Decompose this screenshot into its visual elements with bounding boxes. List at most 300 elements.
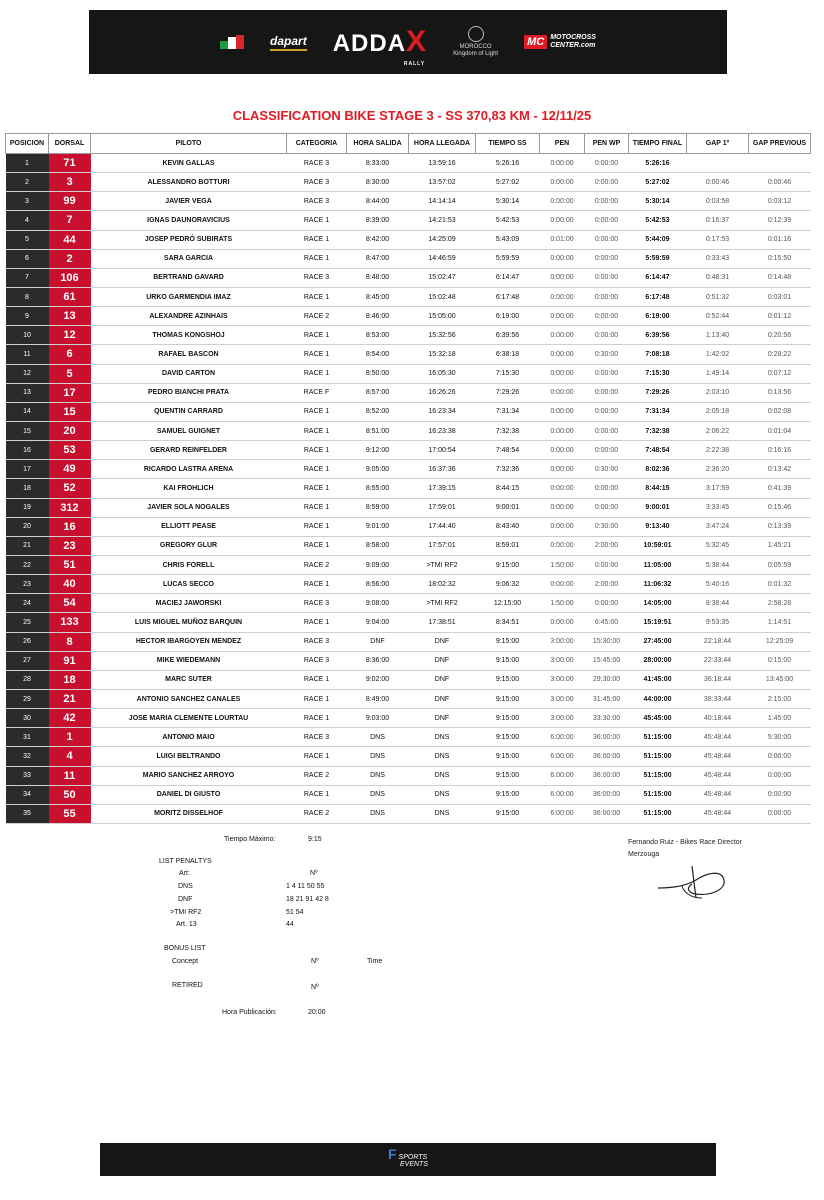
cell-dorsal: 17 [49,383,91,402]
cell-pen-wp: 36:00:00 [585,747,629,766]
cell-tiempo-final: 6:19:00 [629,307,687,326]
cell-gap-previous: 0:00:00 [749,804,811,823]
table-row [6,728,811,747]
cell-tiempo-final: 51:15:00 [629,766,687,785]
cell-dorsal: 40 [49,575,91,594]
col-pen-wp: PEN WP [585,134,629,154]
cell-tiempo-final: 5:30:14 [629,192,687,211]
cell-hora-salida: 9:02:00 [347,670,409,689]
cell-tiempo-ss: 6:19:00 [476,307,540,326]
cell-gap-previous: 0:03:12 [749,192,811,211]
cell-dorsal: 52 [49,479,91,498]
table-row [6,498,811,517]
cell-piloto: DAVID CARTON [91,364,287,383]
cell-posicion: 23 [6,575,49,594]
cell-gap-1: 5:40:16 [687,575,749,594]
cell-pen-wp: 0:00:00 [585,211,629,230]
cell-categoria: RACE 3 [287,268,347,287]
cell-posicion: 17 [6,460,49,479]
cell-gap-previous: 2:58:28 [749,594,811,613]
cell-categoria: RACE 1 [287,689,347,708]
cell-dorsal: 18 [49,670,91,689]
tiempo-maximo-value: 9:15 [308,836,322,843]
penalty-art: DNS [178,883,193,890]
cell-categoria: RACE 1 [287,517,347,536]
cell-gap-previous: 0:00:00 [749,766,811,785]
cell-dorsal: 55 [49,804,91,823]
cell-hora-llegada: 15:02:47 [409,268,476,287]
cell-gap-previous [749,154,811,173]
cell-categoria: RACE 3 [287,728,347,747]
cell-tiempo-final: 8:02:36 [629,460,687,479]
table-row [6,345,811,364]
table-row [6,613,811,632]
cell-pen: 0:01:00 [540,230,585,249]
cell-dorsal: 312 [49,498,91,517]
cell-dorsal: 23 [49,536,91,555]
cell-gap-previous: 0:13:56 [749,383,811,402]
cell-tiempo-ss: 6:38:18 [476,345,540,364]
table-row [6,594,811,613]
cell-categoria: RACE 1 [287,211,347,230]
cell-posicion: 2 [6,173,49,192]
cell-dorsal: 71 [49,154,91,173]
cell-gap-1: 22:18:44 [687,632,749,651]
cell-tiempo-final: 7:15:30 [629,364,687,383]
cell-piloto: JOSEP PEDRÓ SUBIRATS [91,230,287,249]
table-row [6,689,811,708]
cell-categoria: RACE 1 [287,364,347,383]
cell-hora-llegada: DNS [409,766,476,785]
cell-hora-salida: 8:56:00 [347,575,409,594]
cell-gap-1: 22:33:44 [687,651,749,670]
cell-hora-salida: 8:33:00 [347,154,409,173]
cell-pen: 1:50:00 [540,555,585,574]
cell-piloto: HECTOR IBARGOYEN MENDEZ [91,632,287,651]
cell-hora-llegada: 15:32:56 [409,326,476,345]
retired-label: RETIRED [172,982,203,989]
cell-gap-1: 45:48:44 [687,785,749,804]
motocross-center-logo: MC MOTOCROSS CENTER.com [524,34,596,50]
cell-pen: 1:50:00 [540,594,585,613]
table-row [6,441,811,460]
cell-dorsal: 4 [49,747,91,766]
cell-piloto: RAFAEL BASCON [91,345,287,364]
cell-posicion: 15 [6,421,49,440]
cell-pen-wp: 36:00:00 [585,785,629,804]
cell-pen: 3:00:00 [540,670,585,689]
cell-posicion: 1 [6,154,49,173]
cell-hora-salida: 8:55:00 [347,479,409,498]
cell-dorsal: 51 [49,555,91,574]
penalty-nums: 44 [286,921,294,928]
addax-rally-logo: ADDAX RALLY [332,25,428,67]
cell-pen: 0:00:00 [540,402,585,421]
cell-pen-wp: 36:00:00 [585,766,629,785]
cell-tiempo-ss: 9:15:00 [476,728,540,747]
cell-hora-salida: 8:48:00 [347,268,409,287]
cell-gap-1: 45:48:44 [687,804,749,823]
cell-hora-salida: 8:44:00 [347,192,409,211]
col-dorsal: DORSAL [49,134,91,154]
cell-tiempo-ss: 5:43:09 [476,230,540,249]
cell-gap-previous: 13:45:00 [749,670,811,689]
cell-piloto: MARC SUTER [91,670,287,689]
cell-posicion: 12 [6,364,49,383]
sports-events-logo: FSPORTS EVENTS [387,1146,428,1168]
cell-piloto: LUIGI BELTRANDO [91,747,287,766]
cell-posicion: 21 [6,536,49,555]
cell-tiempo-final: 11:05:00 [629,555,687,574]
cell-pen: 6:00:00 [540,804,585,823]
cell-gap-previous: 0:01:16 [749,230,811,249]
cell-pen-wp: 0:00:00 [585,173,629,192]
cell-tiempo-ss: 8:43:40 [476,517,540,536]
cell-piloto: IGNAS DAUNORAVICIUS [91,211,287,230]
cell-pen-wp: 15:30:00 [585,632,629,651]
penalty-n-label: Nº [310,870,318,877]
cell-hora-llegada: 14:25:09 [409,230,476,249]
cell-hora-salida: 9:01:00 [347,517,409,536]
cell-dorsal: 61 [49,287,91,306]
cell-categoria: RACE 1 [287,613,347,632]
cell-hora-llegada: >TMI RF2 [409,555,476,574]
cell-tiempo-ss: 8:59:01 [476,536,540,555]
hora-publicacion-label: Hora Publicación: [222,1009,277,1016]
cell-hora-llegada: DNS [409,785,476,804]
cell-pen-wp: 0:00:00 [585,268,629,287]
cell-pen: 0:00:00 [540,441,585,460]
cell-hora-llegada: DNF [409,709,476,728]
cell-dorsal: 42 [49,709,91,728]
cell-pen: 0:00:00 [540,211,585,230]
cell-tiempo-ss: 9:15:00 [476,709,540,728]
cell-posicion: 18 [6,479,49,498]
cell-hora-llegada: 17:39:15 [409,479,476,498]
cell-tiempo-final: 28:00:00 [629,651,687,670]
cell-piloto: MIKE WIEDEMANN [91,651,287,670]
tiempo-maximo-label: Tiempo Máximo: [224,836,276,843]
cell-categoria: RACE 3 [287,651,347,670]
cell-gap-1: 2:22:38 [687,441,749,460]
cell-hora-llegada: 13:57:02 [409,173,476,192]
cell-tiempo-ss: 9:15:00 [476,555,540,574]
cell-piloto: SARA GARCIA [91,249,287,268]
cell-posicion: 33 [6,766,49,785]
cell-gap-1: 0:00:46 [687,173,749,192]
cell-posicion: 28 [6,670,49,689]
cell-hora-llegada: DNS [409,804,476,823]
cell-pen-wp: 0:00:00 [585,154,629,173]
cell-hora-llegada: 16:37:36 [409,460,476,479]
cell-dorsal: 2 [49,249,91,268]
cell-pen-wp: 15:45:00 [585,651,629,670]
cell-gap-1: 45:48:44 [687,728,749,747]
cell-categoria: RACE 1 [287,402,347,421]
cell-dorsal: 7 [49,211,91,230]
table-row [6,421,811,440]
cell-posicion: 25 [6,613,49,632]
table-row [6,670,811,689]
col-posicion: POSICION [6,134,49,154]
cell-posicion: 3 [6,192,49,211]
cell-piloto: ALESSANDRO BOTTURI [91,173,287,192]
cell-tiempo-final: 51:15:00 [629,785,687,804]
cell-pen: 0:00:00 [540,460,585,479]
table-row [6,517,811,536]
cell-tiempo-ss: 7:29:26 [476,383,540,402]
cell-tiempo-final: 5:59:59 [629,249,687,268]
cell-categoria: RACE 2 [287,766,347,785]
cell-categoria: RACE 3 [287,173,347,192]
cell-hora-salida: 8:51:00 [347,421,409,440]
cell-gap-previous: 5:30:00 [749,728,811,747]
cell-gap-previous: 0:28:22 [749,345,811,364]
col-gap-previous: GAP PREVIOUS [749,134,811,154]
cell-piloto: JAVIER VEGA [91,192,287,211]
cell-pen: 3:00:00 [540,651,585,670]
cell-tiempo-ss: 7:32:36 [476,460,540,479]
cell-tiempo-ss: 7:31:34 [476,402,540,421]
bonus-list-title: BONUS LIST [164,945,206,952]
penalty-art: DNF [178,896,193,903]
cell-gap-1: 0:33:43 [687,249,749,268]
cell-hora-salida: 8:47:00 [347,249,409,268]
cell-tiempo-ss: 7:32:38 [476,421,540,440]
cell-dorsal: 11 [49,766,91,785]
cell-gap-previous: 0:13:39 [749,517,811,536]
bonus-time-label: Time [367,958,383,965]
cell-categoria: RACE 1 [287,747,347,766]
cell-hora-llegada: 16:05:30 [409,364,476,383]
cell-piloto: JOSE MARIA CLEMENTE LOURTAU [91,709,287,728]
cell-hora-llegada: DNF [409,651,476,670]
cell-dorsal: 8 [49,632,91,651]
cell-posicion: 27 [6,651,49,670]
table-row [6,785,811,804]
cell-hora-llegada: 17:38:51 [409,613,476,632]
cell-dorsal: 16 [49,517,91,536]
cell-dorsal: 106 [49,268,91,287]
cell-posicion: 35 [6,804,49,823]
cell-pen-wp: 0:30:00 [585,460,629,479]
cell-dorsal: 3 [49,173,91,192]
cell-dorsal: 12 [49,326,91,345]
cell-dorsal: 5 [49,364,91,383]
cell-pen-wp: 0:00:00 [585,364,629,383]
cell-categoria: RACE F [287,383,347,402]
cell-hora-llegada: >TMI RF2 [409,594,476,613]
cell-pen: 0:00:00 [540,345,585,364]
cell-pen-wp: 0:00:00 [585,421,629,440]
cell-gap-previous: 0:13:42 [749,460,811,479]
cell-gap-1: 45:48:44 [687,766,749,785]
bottom-banner [100,1143,716,1176]
cell-piloto: THOMAS KONGSHOJ [91,326,287,345]
table-row [6,536,811,555]
cell-gap-previous: 0:15:46 [749,498,811,517]
penalty-nums: 18 21 91 42 8 [286,896,329,903]
cell-hora-llegada: 14:21:53 [409,211,476,230]
cell-piloto: JAVIER SOLA NOGALES [91,498,287,517]
penalty-nums: 51 54 [286,909,304,916]
cell-pen: 0:00:00 [540,154,585,173]
cell-tiempo-ss: 8:34:51 [476,613,540,632]
cell-hora-salida: 8:45:00 [347,287,409,306]
cell-tiempo-ss: 9:15:00 [476,785,540,804]
cell-dorsal: 99 [49,192,91,211]
morocco-logo: MOROCCO Kingdom of Light [453,26,498,58]
cell-gap-1: 5:38:44 [687,555,749,574]
cell-tiempo-final: 5:44:09 [629,230,687,249]
col-hora-llegada: HORA LLEGADA [409,134,476,154]
sponsor-banner [89,10,727,74]
cell-tiempo-ss: 6:14:47 [476,268,540,287]
cell-pen-wp: 0:00:00 [585,555,629,574]
cell-pen-wp: 0:00:00 [585,479,629,498]
cell-gap-1: 0:17:53 [687,230,749,249]
cell-tiempo-ss: 5:30:14 [476,192,540,211]
cell-hora-llegada: DNS [409,728,476,747]
table-row [6,383,811,402]
cell-piloto: DANIEL DI GIUSTO [91,785,287,804]
cell-gap-1: 0:48:31 [687,268,749,287]
cell-posicion: 34 [6,785,49,804]
cell-piloto: URKO GARMENDIA IMAZ [91,287,287,306]
cell-categoria: RACE 1 [287,575,347,594]
cell-categoria: RACE 3 [287,154,347,173]
cell-pen-wp: 36:00:00 [585,804,629,823]
cell-posicion: 26 [6,632,49,651]
cell-gap-previous: 0:01:04 [749,421,811,440]
table-row [6,192,811,211]
bonus-n-label: Nº [311,958,319,965]
cell-dorsal: 20 [49,421,91,440]
cell-hora-llegada: DNS [409,747,476,766]
cell-hora-salida: 9:03:00 [347,709,409,728]
cell-gap-previous: 0:00:00 [749,747,811,766]
cell-categoria: RACE 1 [287,249,347,268]
cell-tiempo-final: 51:15:00 [629,747,687,766]
cell-categoria: RACE 1 [287,536,347,555]
cell-piloto: LUIS MIGUEL MUÑOZ BARQUIN [91,613,287,632]
cell-pen: 0:00:00 [540,479,585,498]
table-row [6,364,811,383]
cell-pen-wp: 29:30:00 [585,670,629,689]
table-row [6,287,811,306]
cell-gap-1: 8:38:44 [687,594,749,613]
cell-pen: 0:00:00 [540,173,585,192]
cell-gap-1: 40:18:44 [687,709,749,728]
cell-posicion: 19 [6,498,49,517]
cell-categoria: RACE 1 [287,460,347,479]
cell-gap-1: 2:06:22 [687,421,749,440]
cell-tiempo-final: 15:19:51 [629,613,687,632]
dapart-logo: dapart [270,34,307,51]
cell-pen-wp: 0:00:00 [585,383,629,402]
cell-pen-wp: 0:00:00 [585,230,629,249]
cell-hora-llegada: 16:23:34 [409,402,476,421]
director-signature-icon [652,858,732,904]
cell-piloto: MACIEJ JAWORSKI [91,594,287,613]
cell-hora-salida: 9:08:00 [347,594,409,613]
cell-hora-llegada: 13:59:16 [409,154,476,173]
penalty-art: Art. 13 [176,921,197,928]
cell-tiempo-ss: 5:26:16 [476,154,540,173]
cell-pen: 0:00:00 [540,575,585,594]
cell-posicion: 32 [6,747,49,766]
cell-hora-salida: DNS [347,766,409,785]
cell-tiempo-ss: 9:15:00 [476,689,540,708]
table-row [6,747,811,766]
cell-gap-previous: 2:15:00 [749,689,811,708]
cell-gap-previous: 1:45:21 [749,536,811,555]
cell-pen-wp: 0:00:00 [585,326,629,345]
cell-gap-previous: 0:03:01 [749,287,811,306]
cell-hora-llegada: 17:57:01 [409,536,476,555]
cell-categoria: RACE 1 [287,287,347,306]
cell-posicion: 24 [6,594,49,613]
cell-piloto: PEDRO BIANCHI PRATA [91,383,287,402]
cell-hora-salida: DNF [347,632,409,651]
cell-piloto: BERTRAND GAVARD [91,268,287,287]
cell-gap-previous: 0:15:00 [749,651,811,670]
cell-posicion: 9 [6,307,49,326]
classification-table [5,133,811,824]
cell-tiempo-final: 41:45:00 [629,670,687,689]
cell-gap-previous: 0:05:59 [749,555,811,574]
cell-dorsal: 54 [49,594,91,613]
table-row [6,709,811,728]
cell-dorsal: 44 [49,230,91,249]
cell-gap-previous: 0:00:00 [749,785,811,804]
cell-gap-previous: 0:20:56 [749,326,811,345]
cell-gap-1: 0:16:37 [687,211,749,230]
cell-hora-llegada: DNF [409,632,476,651]
cell-gap-1: 45:48:44 [687,747,749,766]
cell-posicion: 8 [6,287,49,306]
cell-gap-previous: 12:25:09 [749,632,811,651]
cell-piloto: QUENTIN CARRARD [91,402,287,421]
cell-tiempo-final: 27:45:00 [629,632,687,651]
cell-pen-wp: 0:00:00 [585,192,629,211]
col-hora-salida: HORA SALIDA [347,134,409,154]
cell-tiempo-ss: 8:44:15 [476,479,540,498]
table-row [6,249,811,268]
cell-pen-wp: 0:00:00 [585,287,629,306]
cell-pen-wp: 0:00:00 [585,249,629,268]
col-piloto: PILOTO [91,134,287,154]
cell-pen-wp: 36:00:00 [585,728,629,747]
cell-tiempo-ss: 9:15:00 [476,766,540,785]
cell-piloto: ALEXANDRE AZINHAIS [91,307,287,326]
cell-hora-salida: 8:46:00 [347,307,409,326]
cell-gap-1: 3:17:59 [687,479,749,498]
cell-categoria: RACE 2 [287,555,347,574]
retired-n-label: Nº [311,984,319,991]
race-director-place: Merzouga [628,851,660,858]
cell-piloto: MARIO SANCHEZ ARROYO [91,766,287,785]
cell-gap-1: 2:05:18 [687,402,749,421]
cell-pen: 0:00:00 [540,249,585,268]
cell-hora-llegada: 15:05:00 [409,307,476,326]
cell-tiempo-ss: 9:15:00 [476,632,540,651]
cell-hora-llegada: 16:23:38 [409,421,476,440]
cell-pen: 6:00:00 [540,766,585,785]
cell-tiempo-final: 7:31:34 [629,402,687,421]
cell-gap-1: 2:36:20 [687,460,749,479]
cell-tiempo-final: 6:17:48 [629,287,687,306]
